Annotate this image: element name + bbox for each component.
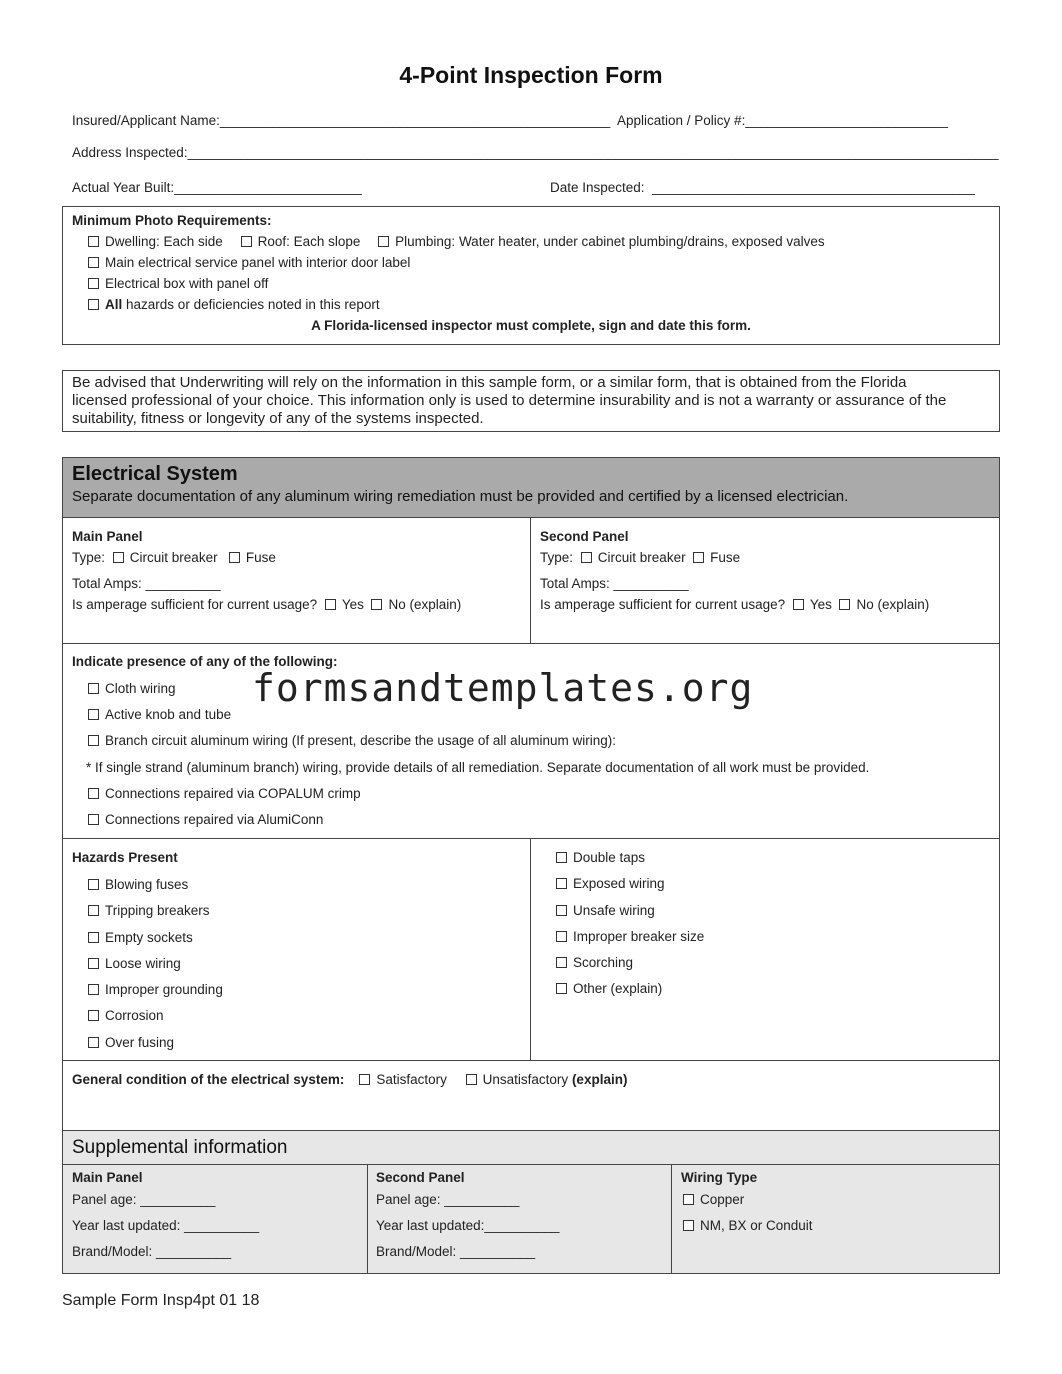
hazard-label: Empty sockets: [105, 929, 193, 945]
electrical-heading: Electrical System: [72, 463, 238, 485]
year-built-blank[interactable]: _________________________: [174, 180, 362, 195]
electrical-subheading: Separate documentation of any aluminum wiring remediation must be provided and certified by a licensed electrician.: [72, 488, 849, 505]
main-panel-no-label: No (explain): [388, 597, 462, 612]
dwelling-label: Dwelling: Each side: [105, 234, 223, 249]
hazard-item[interactable]: [88, 930, 223, 956]
alumiconn-checkbox[interactable]: [88, 814, 99, 825]
hazard-label: Improper grounding: [105, 982, 223, 998]
second-panel-no-checkbox[interactable]: [839, 599, 850, 610]
main-panel-yes-label: Yes: [341, 597, 364, 612]
electrical-box-checkbox[interactable]: [88, 278, 99, 289]
unsatisfactory-checkbox[interactable]: [466, 1074, 477, 1085]
supp-main-brand[interactable]: Brand/Model: __________: [72, 1244, 232, 1259]
second-panel-fuse-checkbox[interactable]: [693, 552, 704, 563]
hazard-label: Blowing fuses: [105, 877, 189, 892]
unsatisfactory-label: Unsatisfactory: [482, 1072, 569, 1087]
watermark-text: formsandtemplates.org: [252, 666, 754, 710]
year-built-label: Actual Year Built:: [72, 180, 175, 195]
main-panel-breaker-label: Circuit breaker: [129, 550, 218, 565]
date-inspected-field[interactable]: [550, 180, 975, 195]
aluminum-wiring-label: Branch circuit aluminum wiring (If present, describe the usage of all aluminum wiring):: [105, 733, 616, 748]
hazard-item[interactable]: [556, 876, 704, 902]
hazard-checkbox[interactable]: [88, 905, 99, 916]
second-panel-fuse-label: Fuse: [710, 550, 741, 565]
second-panel-type-label: Type:: [540, 550, 574, 565]
hazard-label: Exposed wiring: [573, 876, 665, 892]
hazards-right-list: [556, 850, 704, 1008]
nm-bx-checkbox[interactable]: [683, 1220, 694, 1231]
advisory-line-3: suitability, fitness or longevity of any of the systems inspected.: [72, 410, 484, 427]
hazard-label: Corrosion: [105, 1008, 164, 1024]
remediation-note: * If single strand (aluminum branch) wiring, provide details of all remediation. Separate documentation of all work must be provided.: [86, 760, 870, 775]
hazard-checkbox[interactable]: [556, 852, 567, 863]
main-panel-fuse-checkbox[interactable]: [229, 552, 240, 563]
main-panel-photo-checkbox[interactable]: [88, 257, 99, 268]
hazard-label: Over fusing: [105, 1034, 175, 1050]
hazard-item[interactable]: [556, 850, 704, 876]
hazard-label: Unsafe wiring: [573, 902, 655, 918]
supp-main-age[interactable]: Panel age: __________: [72, 1192, 216, 1207]
explain-label: (explain): [571, 1072, 628, 1087]
hazard-label: Tripping breakers: [105, 903, 210, 919]
copalum-checkbox[interactable]: [88, 788, 99, 799]
main-panel-type-label: Type:: [72, 550, 106, 565]
hazard-label: Improper breaker size: [573, 928, 705, 944]
copalum-label: Connections repaired via COPALUM crimp: [105, 786, 361, 801]
supp-second-brand[interactable]: Brand/Model: __________: [376, 1244, 536, 1259]
date-inspected-blank[interactable]: ___________________________________________: [652, 180, 975, 195]
second-panel-breaker-label: Circuit breaker: [597, 550, 686, 565]
hazard-checkbox[interactable]: [556, 957, 567, 968]
hazard-item[interactable]: [556, 903, 704, 929]
second-panel-breaker-checkbox[interactable]: [581, 552, 592, 563]
supp-second-age[interactable]: Panel age: __________: [376, 1192, 520, 1207]
supplemental-heading: Supplemental information: [72, 1137, 288, 1158]
hazard-checkbox[interactable]: [88, 1010, 99, 1021]
aluminum-wiring-checkbox[interactable]: [88, 735, 99, 746]
hazard-label: Other (explain): [573, 981, 663, 997]
alumiconn-label: Connections repaired via AlumiConn: [105, 812, 324, 827]
second-panel-yes-label: Yes: [809, 597, 832, 612]
insured-name-blank[interactable]: ____________________________________________________: [219, 113, 611, 128]
satisfactory-label: Satisfactory: [376, 1072, 447, 1087]
hazard-checkbox[interactable]: [556, 983, 567, 994]
copper-checkbox[interactable]: [683, 1194, 694, 1205]
hazard-checkbox[interactable]: [88, 1037, 99, 1048]
hazard-checkbox[interactable]: [88, 984, 99, 995]
hazard-label: Loose wiring: [105, 955, 181, 971]
satisfactory-checkbox[interactable]: [359, 1074, 370, 1085]
hazard-item[interactable]: [88, 903, 223, 929]
main-panel-photo-label: Main electrical service panel with interior door label: [105, 255, 411, 270]
second-panel-amps[interactable]: Total Amps: __________: [540, 576, 689, 591]
main-panel-heading: Main Panel: [72, 529, 143, 544]
address-blank[interactable]: ____________________________________________________________________________________________________________: [187, 145, 999, 160]
main-panel-fuse-label: Fuse: [245, 550, 276, 565]
year-built-field[interactable]: [72, 180, 362, 195]
policy-number-label: Application / Policy #:: [617, 113, 746, 128]
main-panel-amps[interactable]: Total Amps: __________: [72, 576, 221, 591]
roof-label: Roof: Each slope: [257, 234, 361, 249]
page-title: 4-Point Inspection Form: [399, 62, 663, 88]
hazard-item[interactable]: [88, 1035, 223, 1061]
condition-label: General condition of the electrical system:: [72, 1072, 345, 1087]
supp-second-heading: Second Panel: [376, 1170, 465, 1185]
second-panel-yes-checkbox[interactable]: [793, 599, 804, 610]
photo-requirements-heading: Minimum Photo Requirements:: [72, 213, 272, 228]
supp-main-updated[interactable]: Year last updated: __________: [72, 1218, 260, 1233]
insured-name-label: Insured/Applicant Name:: [72, 113, 220, 128]
inspector-note: A Florida-licensed inspector must complete, sign and date this form.: [311, 318, 751, 333]
main-panel-breaker-checkbox[interactable]: [113, 552, 124, 563]
cloth-wiring-label: Cloth wiring: [105, 681, 176, 696]
hazard-item[interactable]: [556, 955, 704, 981]
second-panel-heading: Second Panel: [540, 529, 629, 544]
insured-name-field[interactable]: [72, 113, 610, 128]
hazard-item[interactable]: [88, 1008, 223, 1034]
hazard-item[interactable]: [556, 981, 704, 1007]
hazard-checkbox[interactable]: [556, 878, 567, 889]
main-panel-no-checkbox[interactable]: [371, 599, 382, 610]
hazard-label: Scorching: [573, 955, 634, 971]
hazard-item[interactable]: [556, 929, 704, 955]
policy-number-field[interactable]: [617, 113, 948, 128]
advisory-line-1: Be advised that Underwriting will rely on the information in this sample form, or a similar form, that is obtained from the Florida: [72, 374, 907, 391]
plumbing-label: Plumbing: Water heater, under cabinet plumbing/drains, exposed valves: [395, 234, 825, 249]
plumbing-checkbox[interactable]: [378, 236, 389, 247]
knob-tube-label: Active knob and tube: [105, 707, 232, 722]
hazard-checkbox[interactable]: [556, 905, 567, 916]
supp-second-updated[interactable]: Year last updated:__________: [376, 1218, 560, 1233]
address-label: Address Inspected:: [72, 145, 188, 160]
hazard-item[interactable]: [88, 877, 223, 903]
all-hazards-label: hazards or deficiencies noted in this report: [126, 297, 380, 312]
hazards-heading: Hazards Present: [72, 850, 178, 865]
footer-form-id: Sample Form Insp4pt 01 18: [62, 1292, 260, 1309]
cloth-wiring-checkbox[interactable]: [88, 683, 99, 694]
address-field[interactable]: [72, 145, 998, 160]
hazards-left-list: [88, 877, 223, 1061]
main-panel-sufficient-label: Is amperage sufficient for current usage?: [72, 597, 318, 612]
copper-label: Copper: [700, 1192, 745, 1207]
dwelling-checkbox[interactable]: [88, 236, 99, 247]
wiring-type-heading: Wiring Type: [681, 1170, 758, 1185]
supp-main-heading: Main Panel: [72, 1170, 143, 1185]
hazard-item[interactable]: [88, 956, 223, 982]
policy-number-blank[interactable]: ___________________________: [745, 113, 949, 128]
hazard-checkbox[interactable]: [556, 931, 567, 942]
knob-tube-checkbox[interactable]: [88, 709, 99, 720]
main-panel-yes-checkbox[interactable]: [325, 599, 336, 610]
all-hazards-bold: All: [105, 297, 123, 312]
second-panel-no-label: No (explain): [856, 597, 930, 612]
nm-bx-label: NM, BX or Conduit: [700, 1218, 813, 1233]
advisory-line-2: licensed professional of your choice. This information only is used to determine insurability and is not a warranty or assurance of the: [72, 392, 947, 409]
date-inspected-label: Date Inspected:: [550, 180, 645, 195]
hazard-item[interactable]: [88, 982, 223, 1008]
roof-checkbox[interactable]: [241, 236, 252, 247]
hazard-label: Double taps: [573, 850, 646, 865]
second-panel-sufficient-label: Is amperage sufficient for current usage?: [540, 597, 786, 612]
hazard-checkbox[interactable]: [88, 879, 99, 890]
presence-heading: Indicate presence of any of the following:: [72, 654, 338, 669]
hazard-checkbox[interactable]: [88, 932, 99, 943]
all-hazards-checkbox[interactable]: [88, 299, 99, 310]
electrical-box-label: Electrical box with panel off: [105, 276, 269, 291]
hazard-checkbox[interactable]: [88, 958, 99, 969]
